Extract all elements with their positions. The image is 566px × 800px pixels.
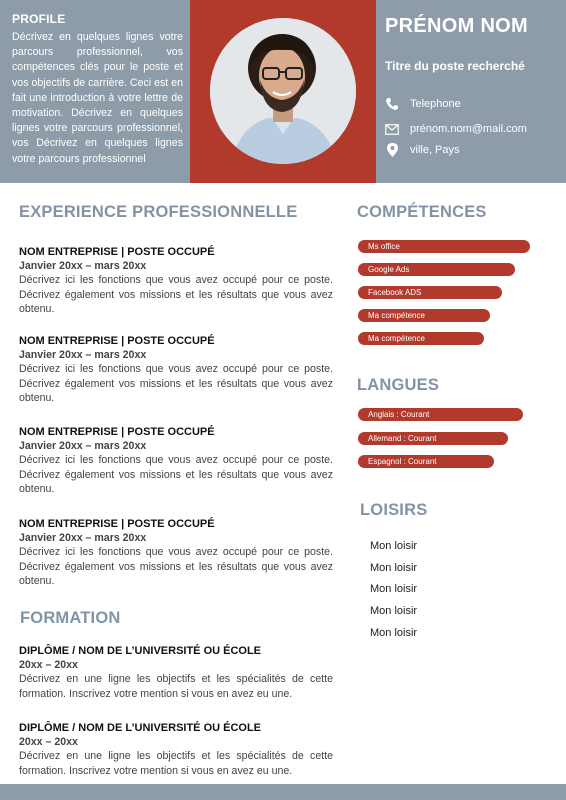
contact-location <box>384 142 460 158</box>
formation-item <box>19 644 333 701</box>
phone-icon <box>384 96 400 112</box>
experience-description: Décrivez ici les fonctions que vous avez occupé pour ce poste. Décrivez également vos missions et les résultats que vous avez obtenu. <box>19 546 333 587</box>
experience-title: NOM ENTREPRISE | POSTE OCCUPÉ <box>19 246 215 258</box>
formation-item <box>19 721 333 778</box>
language-bar: Anglais : Courant <box>358 408 523 421</box>
formation-dates: 20xx – 20xx <box>19 659 78 671</box>
job-title: Titre du poste recherché <box>385 59 525 73</box>
experience-title: NOM ENTREPRISE | POSTE OCCUPÉ <box>19 426 215 438</box>
location-pin-icon <box>384 142 400 158</box>
profile-photo <box>210 18 356 164</box>
photo-panel <box>190 0 376 183</box>
formation-title: DIPLÔME / NOM DE L’UNIVERSITÉ OU ÉCOLE <box>19 722 262 734</box>
mail-icon <box>384 121 400 137</box>
experience-description: Décrivez ici les fonctions que vous avez occupé pour ce poste. Décrivez également vos missions et les résultats que vous avez obtenu. <box>19 363 333 404</box>
experience-title: NOM ENTREPRISE | POSTE OCCUPÉ <box>19 335 215 347</box>
candidate-name: PRÉNOM NOM <box>385 15 528 37</box>
languages-heading: LANGUES <box>357 376 440 394</box>
footer-band <box>0 784 566 800</box>
hobby-item: Mon loisir <box>370 605 418 617</box>
formation-description: Décrivez en une ligne les objectifs et les spécialités de cette formation. Inscrivez votre mention si vous en avez eu une. <box>19 673 333 700</box>
experience-description: Décrivez ici les fonctions que vous avez occupé pour ce poste. Décrivez également vos missions et les résultats que vous avez obtenu. <box>19 274 333 315</box>
experience-title: NOM ENTREPRISE | POSTE OCCUPÉ <box>19 518 215 530</box>
experience-item <box>19 425 333 497</box>
experience-dates: Janvier 20xx – mars 20xx <box>19 532 147 544</box>
skill-bar: Ma compétence <box>358 309 490 322</box>
skill-bar: Facebook ADS <box>358 286 502 299</box>
location-text: ville, Pays <box>410 144 460 156</box>
cv-header <box>0 0 566 183</box>
formation-dates: 20xx – 20xx <box>19 736 78 748</box>
formation-heading: FORMATION <box>20 609 121 627</box>
experience-item <box>19 517 333 589</box>
experience-dates: Janvier 20xx – mars 20xx <box>19 349 147 361</box>
experience-dates: Janvier 20xx – mars 20xx <box>19 440 147 452</box>
contact-email <box>384 121 527 137</box>
profile-title: PROFILE <box>12 12 66 26</box>
hobby-item: Mon loisir <box>370 583 418 595</box>
experience-description: Décrivez ici les fonctions que vous avez occupé pour ce poste. Décrivez également vos missions et les résultats que vous avez obtenu. <box>19 454 333 495</box>
language-bar: Allemand : Courant <box>358 432 508 445</box>
language-bar: Espagnol : Courant <box>358 455 494 468</box>
contact-phone <box>384 96 461 112</box>
skills-heading: COMPÉTENCES <box>357 203 487 221</box>
hobbies-heading: LOISIRS <box>360 501 428 519</box>
hobby-item: Mon loisir <box>370 562 418 574</box>
skill-bar: Ms office <box>358 240 530 253</box>
formation-description: Décrivez en une ligne les objectifs et les spécialités de cette formation. Inscrivez votre mention si vous en avez eu une. <box>19 750 333 777</box>
profile-section <box>0 0 190 183</box>
experience-dates: Janvier 20xx – mars 20xx <box>19 260 147 272</box>
hobby-item: Mon loisir <box>370 627 418 639</box>
phone-text: Telephone <box>410 98 461 110</box>
formation-title: DIPLÔME / NOM DE L’UNIVERSITÉ OU ÉCOLE <box>19 645 262 657</box>
identity-panel <box>376 0 566 183</box>
experience-heading: EXPERIENCE PROFESSIONNELLE <box>19 203 298 221</box>
hobby-item: Mon loisir <box>370 540 418 552</box>
email-text: prénom.nom@mail.com <box>410 123 527 135</box>
profile-text: Décrivez en quelques lignes votre parcours professionnel, vos compétences clés pour le poste et vos objectifs de carrière. Ceci est en fait une introduction à votre lettre de motivation. Décrivez en quelques lignes votre parcours professionnel, vos Décrivez en quelques lignes votre parcours professionnel <box>12 31 183 165</box>
experience-item <box>19 245 333 317</box>
skill-bar: Ma compétence <box>358 332 484 345</box>
experience-item <box>19 334 333 406</box>
skill-bar: Google Ads <box>358 263 515 276</box>
